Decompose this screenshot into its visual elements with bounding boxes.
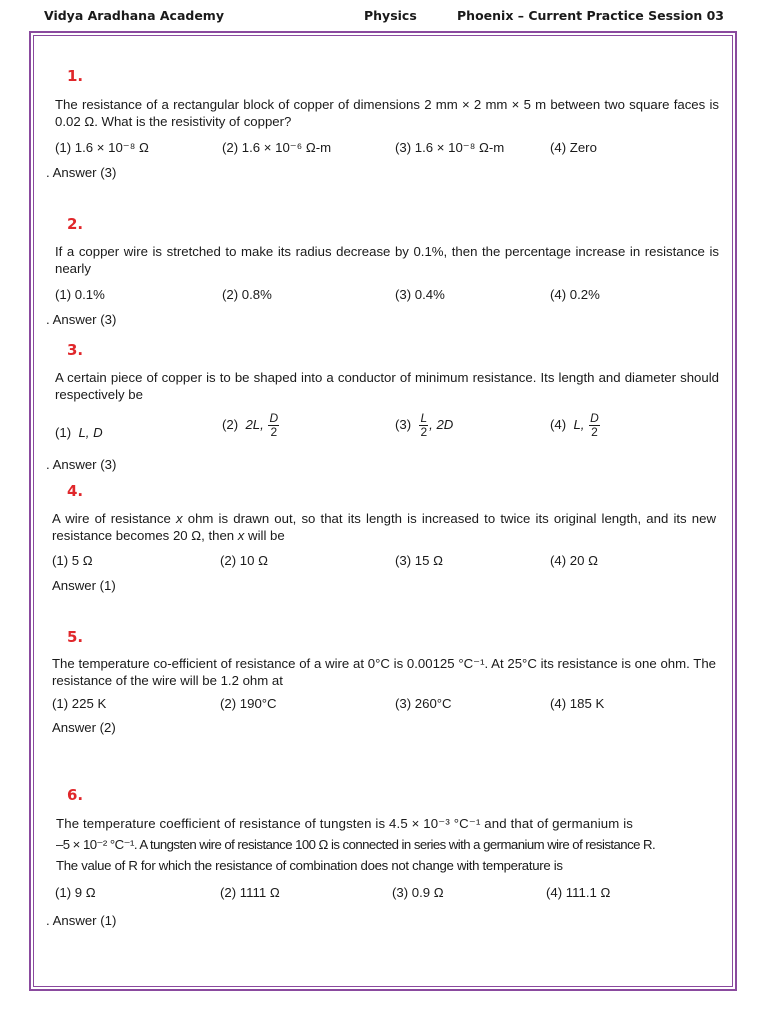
question-6-number: 6. (67, 786, 84, 804)
question-5-option-4: (4) 185 K (550, 696, 605, 711)
question-4-text (52, 510, 716, 544)
question-4-option-4: (4) 20 Ω (550, 553, 598, 568)
fraction-denominator: 2 (420, 425, 428, 439)
question-2-text: If a copper wire is stretched to make its radius decrease by 0.1%, then the percentage increase in resistance is nearly (55, 244, 719, 276)
question-4-number: 4. (67, 482, 84, 500)
question-4-option-1: (1) 5 Ω (52, 553, 93, 568)
question-1-option-2: (2) 1.6 × 10⁻⁶ Ω-m (222, 140, 332, 155)
question-2-answer: . Answer (3) (46, 312, 117, 327)
variable-x: x (237, 528, 245, 543)
question-2-number: 2. (67, 215, 84, 233)
question-5-answer: Answer (2) (52, 720, 116, 735)
option-label: (2) (222, 416, 239, 432)
question-4-text-c: will be (244, 528, 285, 543)
fraction-numerator: D (590, 411, 599, 425)
option-label: (3) (395, 416, 412, 432)
question-6-answer: . Answer (1) (46, 913, 117, 928)
question-6-line-3: The value of R for which the resistance of combination does not change with temperature is (56, 858, 563, 873)
fraction-denominator: 2 (591, 425, 598, 439)
question-5-text: The temperature co-efficient of resistance of a wire at 0°C is 0.00125 °C⁻¹. At 25°C its resistance is one ohm. The resistance of the wire will be 1.2 ohm at (52, 656, 716, 688)
question-3-number: 3. (67, 341, 84, 359)
question-4-text-b: ohm is drawn out, so that its length is increased to twice its original length, and its new resistance becomes 20 Ω, then (52, 511, 716, 543)
question-6-option-3: (3) 0.9 Ω (392, 885, 444, 900)
option-label: (4) (550, 416, 567, 432)
fraction-d-over-2 (589, 412, 600, 439)
question-3-option-4 (550, 412, 601, 439)
option-prefix: L, (573, 416, 585, 432)
question-2-option-3: (3) 0.4% (395, 287, 445, 302)
fraction-l-over-2 (419, 412, 428, 439)
option-label: (1) (55, 425, 72, 440)
variable-x: x (175, 511, 183, 526)
question-6-line-1: The temperature coefficient of resistance of tungsten is 4.5 × 10⁻³ °C⁻¹ and that of germanium is (56, 816, 634, 831)
page-header (0, 0, 768, 30)
fraction-numerator: D (269, 411, 279, 425)
question-4-answer: Answer (1) (52, 578, 116, 593)
option-value: L, D (78, 425, 103, 440)
question-1-answer: . Answer (3) (46, 165, 117, 180)
question-1-option-1: (1) 1.6 × 10⁻⁸ Ω (55, 140, 149, 155)
fraction-numerator: L (420, 411, 428, 425)
question-5-option-3: (3) 260°C (395, 696, 452, 711)
question-1-number: 1. (67, 67, 84, 85)
question-5-option-1: (1) 225 K (52, 696, 107, 711)
question-5-number: 5. (67, 628, 84, 646)
header-school: Vidya Aradhana Academy (44, 8, 224, 23)
option-prefix: 2L, (245, 416, 264, 432)
header-subject: Physics (364, 8, 417, 23)
question-3-option-3 (395, 412, 453, 439)
question-1-option-4: (4) Zero (550, 140, 597, 155)
question-6-option-2: (2) 1111 Ω (220, 885, 280, 900)
fraction-denominator: 2 (270, 425, 278, 439)
question-6-option-1: (1) 9 Ω (55, 885, 96, 900)
fraction-d-over-2 (268, 412, 279, 439)
question-6-option-4: (4) 111.1 Ω (546, 885, 611, 900)
question-2-option-2: (2) 0.8% (222, 287, 272, 302)
question-4-option-3: (3) 15 Ω (395, 553, 443, 568)
question-1-text: The resistance of a rectangular block of copper of dimensions 2 mm × 2 mm × 5 m between two square faces is 0.02 Ω. What is the resistivity of copper? (55, 97, 719, 129)
question-3-option-2 (222, 412, 280, 439)
question-6-line-2: –5 × 10⁻² °C⁻¹. A tungsten wire of resistance 100 Ω is connected in series with a germanium wire of resistance R. (56, 837, 656, 852)
question-2-option-4: (4) 0.2% (550, 287, 600, 302)
question-3-text: A certain piece of copper is to be shaped into a conductor of minimum resistance. Its length and diameter should respectively be (55, 370, 719, 402)
header-session: Phoenix – Current Practice Session 03 (457, 8, 724, 23)
question-1-option-3: (3) 1.6 × 10⁻⁸ Ω-m (395, 140, 505, 155)
question-4-text-a: A wire of resistance (52, 511, 176, 526)
question-3-option-1 (55, 425, 103, 440)
question-5-option-2: (2) 190°C (220, 696, 277, 711)
question-2-option-1: (1) 0.1% (55, 287, 105, 302)
question-4-option-2: (2) 10 Ω (220, 553, 268, 568)
option-suffix: , 2D (429, 416, 454, 432)
question-3-answer: . Answer (3) (46, 457, 117, 472)
